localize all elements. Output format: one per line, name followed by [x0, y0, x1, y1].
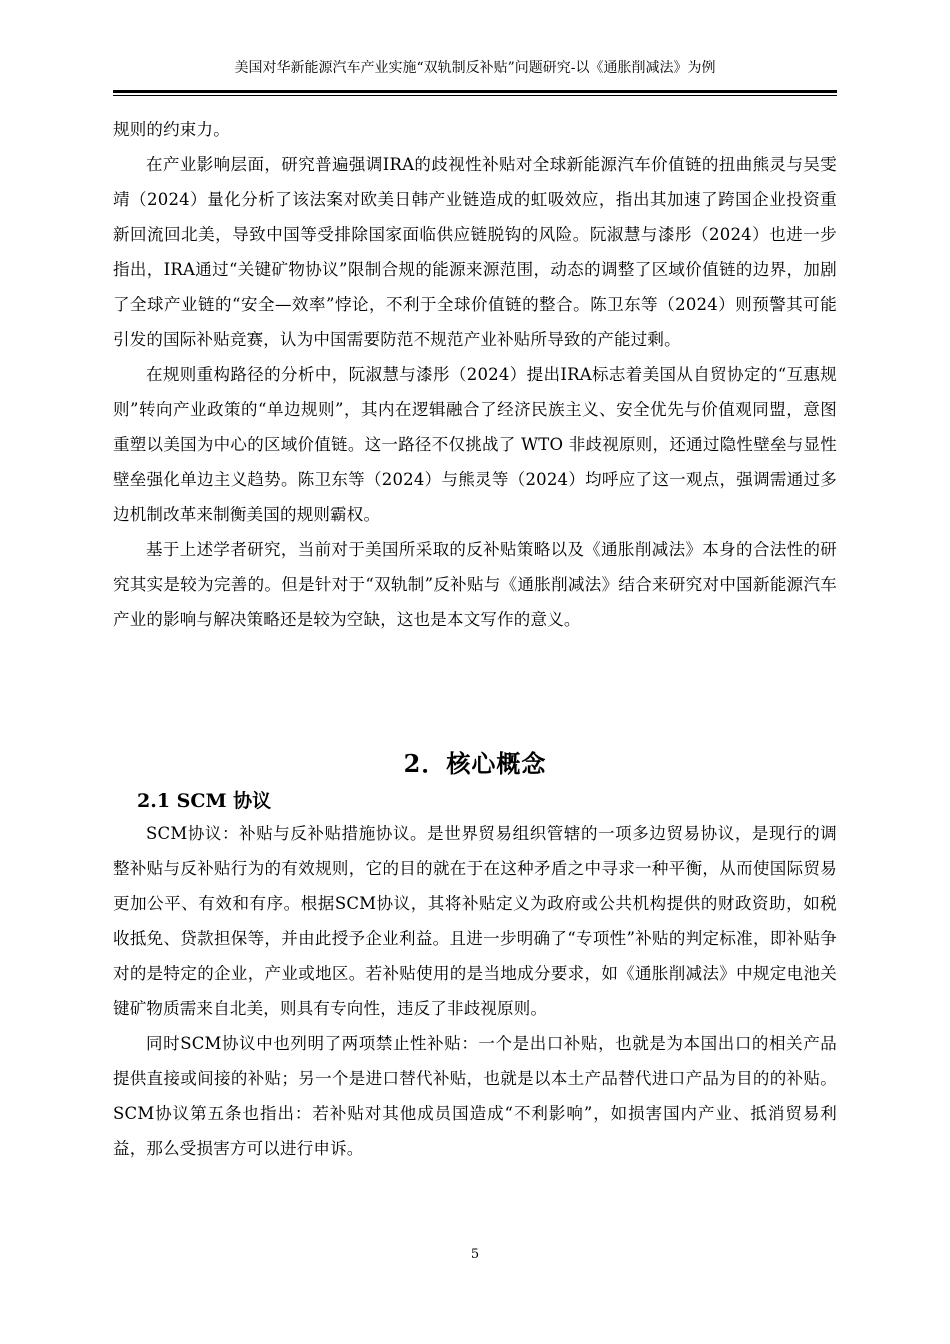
- header-rule-thin: [113, 95, 837, 96]
- paragraph-scm-definition: SCM协议：补贴与反补贴措施协议。是世界贸易组织管辖的一项多边贸易协议，是现行的调整补贴与反补贴行为的有效规则，它的目的就在于在这种矛盾之中寻求一种平衡，从而使国际贸易更加公平、有效和有序。根据SCM协议，其将补贴定义为政府或公共机构提供的财政资助，如税收抵免、贷款担保等，并由此授予企业利益。且进一步明确了“专项性”补贴的判定标准，即补贴争对的是特定的企业，产业或地区。若补贴使用的是当地成分要求，如《通胀削减法》中规定电池关键矿物质需来自北美，则具有专向性，违反了非歧视原则。: [113, 824, 837, 1018]
- paragraph-prohibited-subsidies: 同时SCM协议中也列明了两项禁止性补贴：一个是出口补贴，也就是为本国出口的相关产品提供直接或间接的补贴；另一个是进口替代补贴，也就是以本土产品替代进口产品为目的的补贴。SCM协议第五条也指出：若补贴对其他成员国造成“不利影响”，如损害国内产业、抵消贸易利益，那么受损害方可以进行申诉。: [113, 1034, 837, 1158]
- subsection-title: 2.1 SCM 协议: [137, 790, 272, 812]
- running-header: 美国对华新能源汽车产业实施“双轨制反补贴”问题研究-以《通胀削减法》为例: [234, 60, 716, 76]
- header-rule-thick: [113, 90, 837, 93]
- body-text: [113, 112, 837, 637]
- section-title: 2．核心概念: [403, 749, 547, 778]
- paragraph-rule-reconstruction: 在规则重构路径的分析中，阮淑慧与漆彤（2024）提出IRA标志着美国从自贸协定的“互惠规则”转向产业政策的“单边规则”，其内在逻辑融合了经济民族主义、安全优先与价值观同盟，意图重塑以美国为中心的区域价值链。这一路径不仅挑战了 WTO 非歧视原则，还通过隐性壁垒与显性壁垒强化单边主义趋势。陈卫东等（2024）与熊灵等（2024）均呼应了这一观点，强调需通过多边机制改革来制衡美国的规则霸权。: [113, 365, 837, 524]
- paragraph-summary: 基于上述学者研究，当前对于美国所采取的反补贴策略以及《通胀削减法》本身的合法性的研究其实是较为完善的。但是针对于“双轨制”反补贴与《通胀削减法》结合来研究对中国新能源汽车产业的影响与解决策略还是较为空缺，这也是本文写作的意义。: [113, 540, 837, 629]
- page-number: 5: [470, 1247, 480, 1262]
- section-body: [113, 816, 837, 1166]
- paragraph-industry-impact: 在产业影响层面，研究普遍强调IRA的歧视性补贴对全球新能源汽车价值链的扭曲熊灵与吴雯靖（2024）量化分析了该法案对欧美日韩产业链造成的虹吸效应，指出其加速了跨国企业投资重新回流回北美，导致中国等受排除国家面临供应链脱钩的风险。阮淑慧与漆彤（2024）也进一步指出，IRA通过“关键矿物协议”限制合规的能源来源范围，动态的调整了区域价值链的边界，加剧了全球产业链的“安全—效率”悖论，不利于全球价值链的整合。陈卫东等（2024）则预警其可能引发的国际补贴竞赛，认为中国需要防范不规范产业补贴所导致的产能过剩。: [113, 155, 837, 349]
- paragraph-continuation: 规则的约束力。: [113, 120, 230, 139]
